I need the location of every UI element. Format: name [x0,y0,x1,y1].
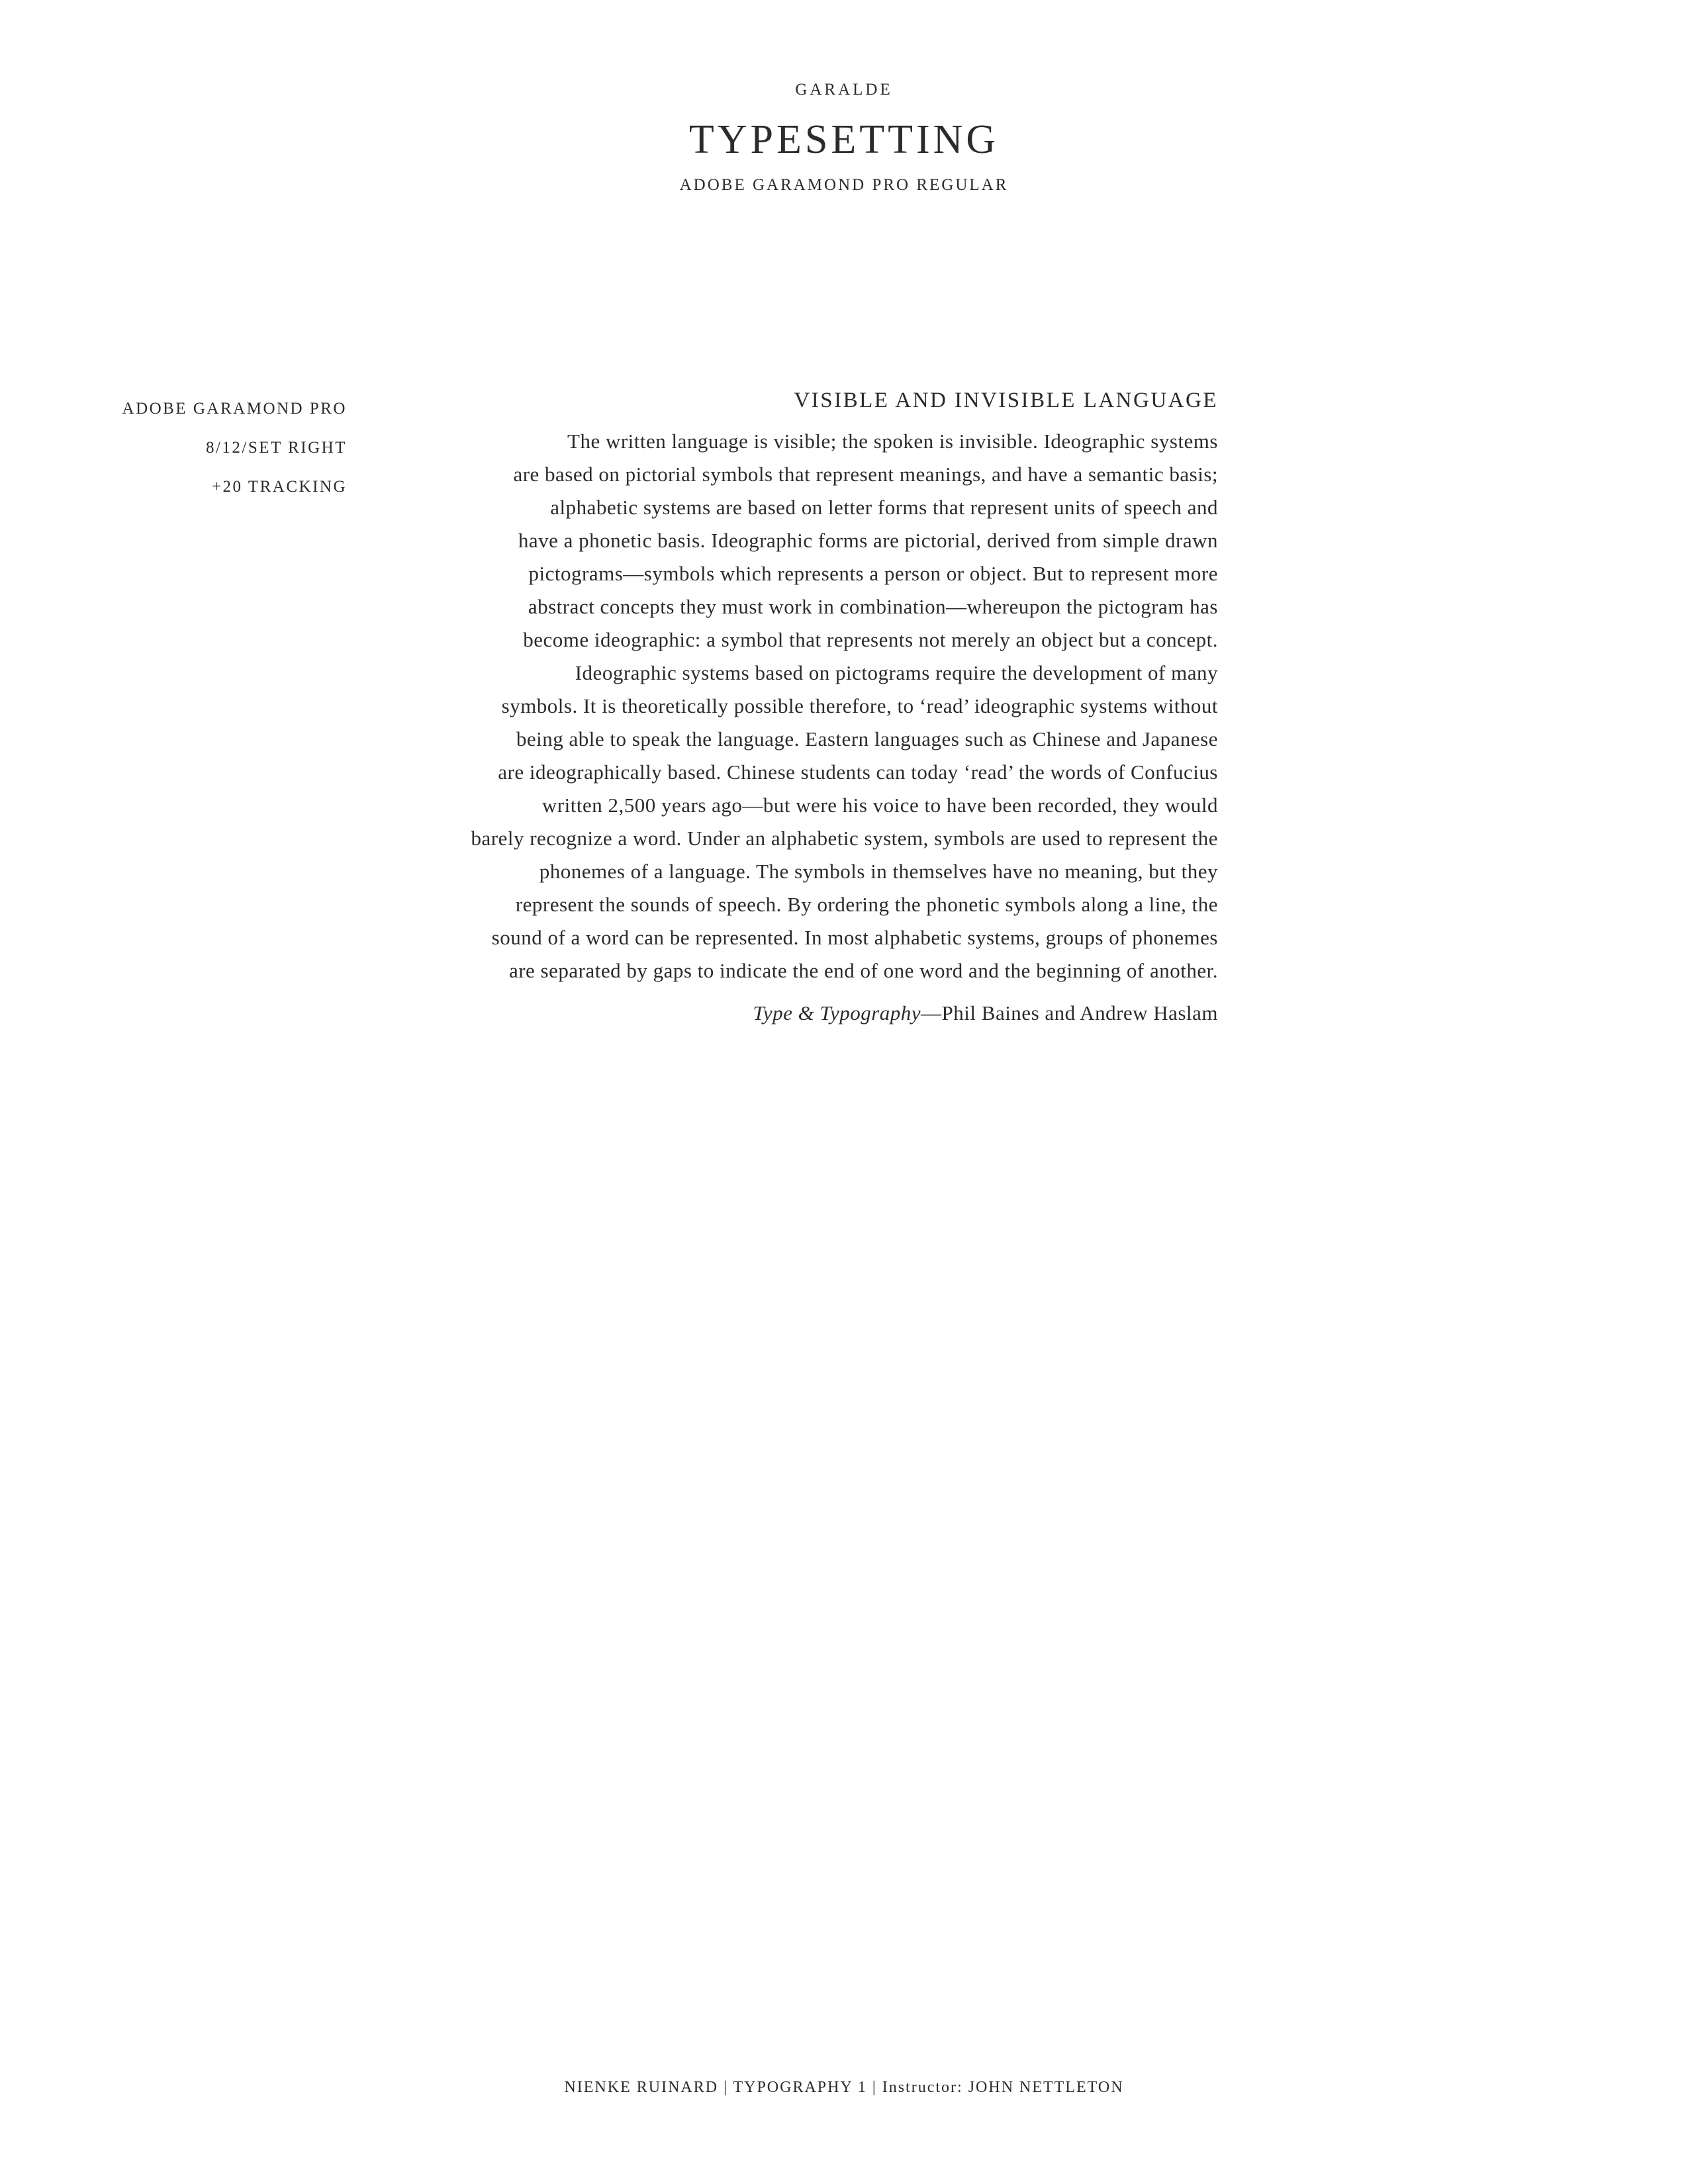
typeface-subtitle: ADOBE GARAMOND PRO REGULAR [679,176,1009,194]
spec-tracking: +20 TRACKING [211,478,347,496]
spec-size-leading: 8/12/SET RIGHT [205,439,347,457]
category-label: GARALDE [795,81,893,99]
body-line: pictograms—symbols which represents a person or object. But to represent more [528,562,1218,585]
page-footer: NIENKE RUINARD | TYPOGRAPHY 1 | Instructor: JOHN NETTLETON [564,2079,1124,2096]
page-header [0,78,1688,197]
body-line: The written language is visible; the spoken is invisible. Ideographic systems [567,430,1218,453]
body-line: become ideographic: a symbol that represents not merely an object but a concept. [523,628,1218,651]
body-line: being able to speak the language. Eastern languages such as Chinese and Japanese [516,727,1218,751]
article-title: VISIBLE AND INVISIBLE LANGUAGE [794,388,1218,412]
body-line: Ideographic systems based on pictograms require the development of many [575,661,1218,684]
book-title: Type & Typography [753,1001,921,1024]
body-line: symbols. It is theoretically possible therefore, to ‘read’ ideographic systems without [501,694,1218,717]
body-line: represent the sounds of speech. By ordering the phonetic symbols along a line, the [515,893,1218,916]
attribution [450,997,1218,1030]
spec-typeface: ADOBE GARAMOND PRO [122,400,347,418]
body-line: are based on pictorial symbols that represent meanings, and have a semantic basis; [513,463,1218,486]
body-line: phonemes of a language. The symbols in themselves have no meaning, but they [539,860,1218,883]
body-line: barely recognize a word. Under an alphabetic system, symbols are used to represent the [471,827,1218,850]
body-line: are separated by gaps to indicate the end of one word and the beginning of another. [508,959,1218,982]
page-title: TYPESETTING [688,117,1000,162]
book-authors: —Phil Baines and Andrew Haslam [921,1001,1218,1024]
type-specs [0,389,347,506]
body-line: are ideographically based. Chinese students can today ‘read’ the words of Confucius [498,760,1218,784]
body-line: abstract concepts they must work in combination—whereupon the pictogram has [528,595,1218,618]
body-line: written 2,500 years ago—but were his voice to have been recorded, they would [541,794,1218,817]
body-line: sound of a word can be represented. In most alphabetic systems, groups of phonemes [491,926,1218,949]
article-body [450,425,1218,987]
body-line: have a phonetic basis. Ideographic forms are pictorial, derived from simple drawn [518,529,1218,552]
body-line: alphabetic systems are based on letter forms that represent units of speech and [550,496,1218,519]
article [450,384,1218,1030]
